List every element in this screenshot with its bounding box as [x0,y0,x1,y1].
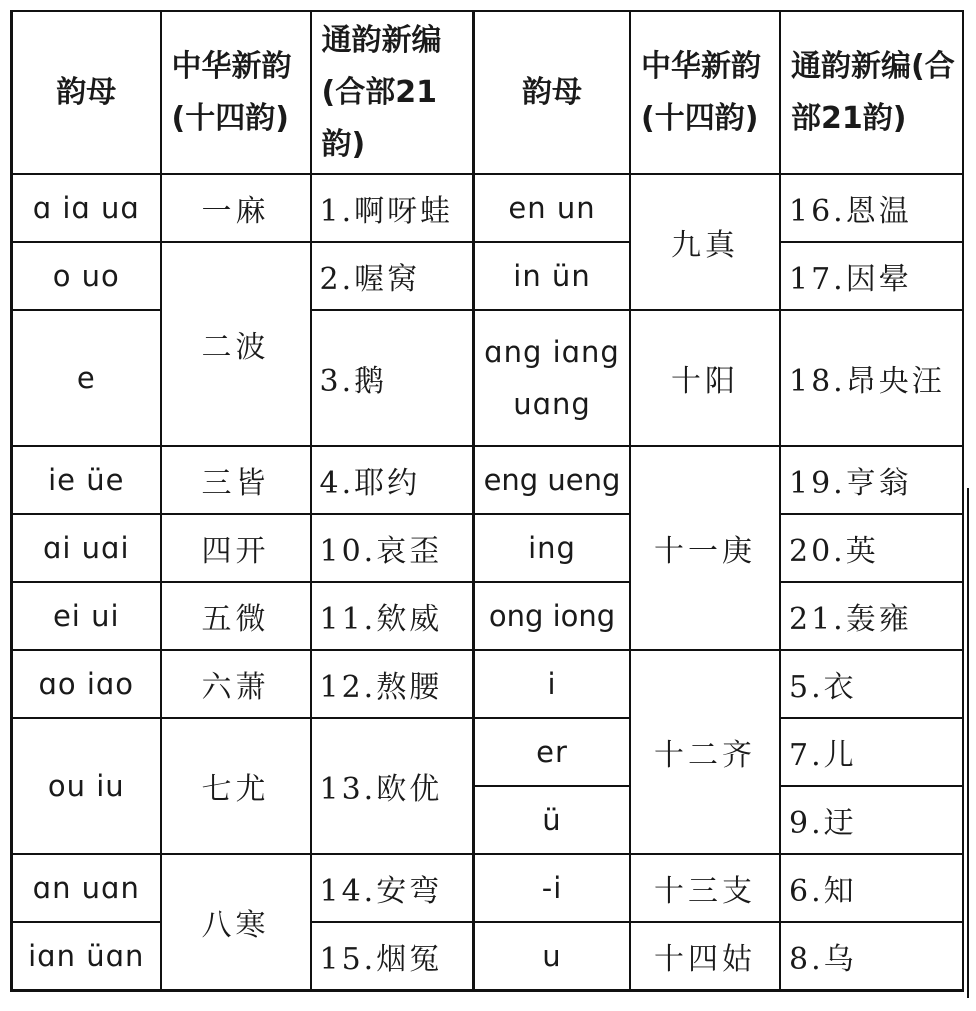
table-row [12,718,473,854]
tongyun-cell: 9.迂 [780,786,963,854]
final-cell: ɑn uɑn [12,854,161,922]
tongyun-cell: 17.因晕 [780,242,963,310]
header-row [12,11,473,174]
table-row [12,650,473,718]
tongyun-cell: 7.儿 [780,718,963,786]
rhyme-table-right [473,10,964,992]
table-row [12,582,473,650]
table-row [474,854,963,922]
tongyun-cell: 6.知 [780,854,963,922]
tongyun-cell: 2.喔窝 [311,242,473,310]
rhyme-cell: 二波 [161,242,311,446]
tongyun-cell: 15.烟冤 [311,922,473,990]
tongyun-cell: 16.恩温 [780,174,963,242]
final-cell: ɑi uɑi [12,514,161,582]
tongyun-cell: 14.安弯 [311,854,473,922]
tongyun-cell: 1.啊呀蛙 [311,174,473,242]
tongyun-cell: 10.哀歪 [311,514,473,582]
final-cell: in ün [474,242,630,310]
final-cell: eng ueng [474,446,630,514]
rhyme-cell: 四开 [161,514,311,582]
final-cell: o uo [12,242,161,310]
rhyme-cell: 七尤 [161,718,311,854]
header-zhonghua: 中华新韵(十四韵) [630,11,780,174]
tongyun-cell: 13.欧优 [311,718,473,854]
rhyme-cell: 六萧 [161,650,311,718]
final-cell: ü [474,786,630,854]
tongyun-cell: 19.亨翁 [780,446,963,514]
rhyme-cell: 十三支 [630,854,780,922]
table-row [12,174,473,242]
final-cell: ɑ iɑ uɑ [12,174,161,242]
page-edge-line [967,488,969,998]
rhyme-cell: 五微 [161,582,311,650]
final-cell: en un [474,174,630,242]
final-cell: u [474,922,630,990]
table-row [474,310,963,446]
tongyun-cell: 3.鹅 [311,310,473,446]
tongyun-cell: 4.耶约 [311,446,473,514]
header-tongyun: 通韵新编(合部21韵) [780,11,963,174]
rhyme-table-left [10,10,474,992]
table-row [474,650,963,718]
tongyun-cell: 21.轰雍 [780,582,963,650]
final-cell: i [474,650,630,718]
final-cell: e [12,310,161,446]
final-cell: ie üe [12,446,161,514]
tongyun-cell: 5.衣 [780,650,963,718]
rhyme-cell: 八寒 [161,854,311,990]
rhyme-cell: 十一庚 [630,446,780,650]
table-row [474,174,963,242]
final-cell: er [474,718,630,786]
final-cell: ɑo iɑo [12,650,161,718]
final-cell: ou iu [12,718,161,854]
tongyun-cell: 12.熬腰 [311,650,473,718]
rhyme-cell: 九真 [630,174,780,310]
tongyun-cell: 20.英 [780,514,963,582]
table-row [12,854,473,922]
final-cell: -i [474,854,630,922]
tongyun-cell: 8.乌 [780,922,963,990]
rhyme-cell: 十阳 [630,310,780,446]
table-row [12,514,473,582]
rhyme-cell: 三皆 [161,446,311,514]
rhyme-cell: 十二齐 [630,650,780,854]
header-row [474,11,963,174]
table-row [474,446,963,514]
header-zhonghua: 中华新韵(十四韵) [161,11,311,174]
header-final: 韵母 [474,11,630,174]
header-final: 韵母 [12,11,161,174]
rhyme-cell: 一麻 [161,174,311,242]
table-row [12,446,473,514]
table-row [12,242,473,310]
rhyme-cell: 十四姑 [630,922,780,990]
final-cell: iɑn üɑn [12,922,161,990]
tongyun-cell: 18.昂央汪 [780,310,963,446]
final-cell: ei ui [12,582,161,650]
tongyun-cell: 11.欸威 [311,582,473,650]
table-row [474,922,963,990]
final-cell: ɑng iɑng uɑng [474,310,630,446]
header-tongyun: 通韵新编(合部21韵) [311,11,473,174]
final-cell: ing [474,514,630,582]
final-cell: ong iong [474,582,630,650]
